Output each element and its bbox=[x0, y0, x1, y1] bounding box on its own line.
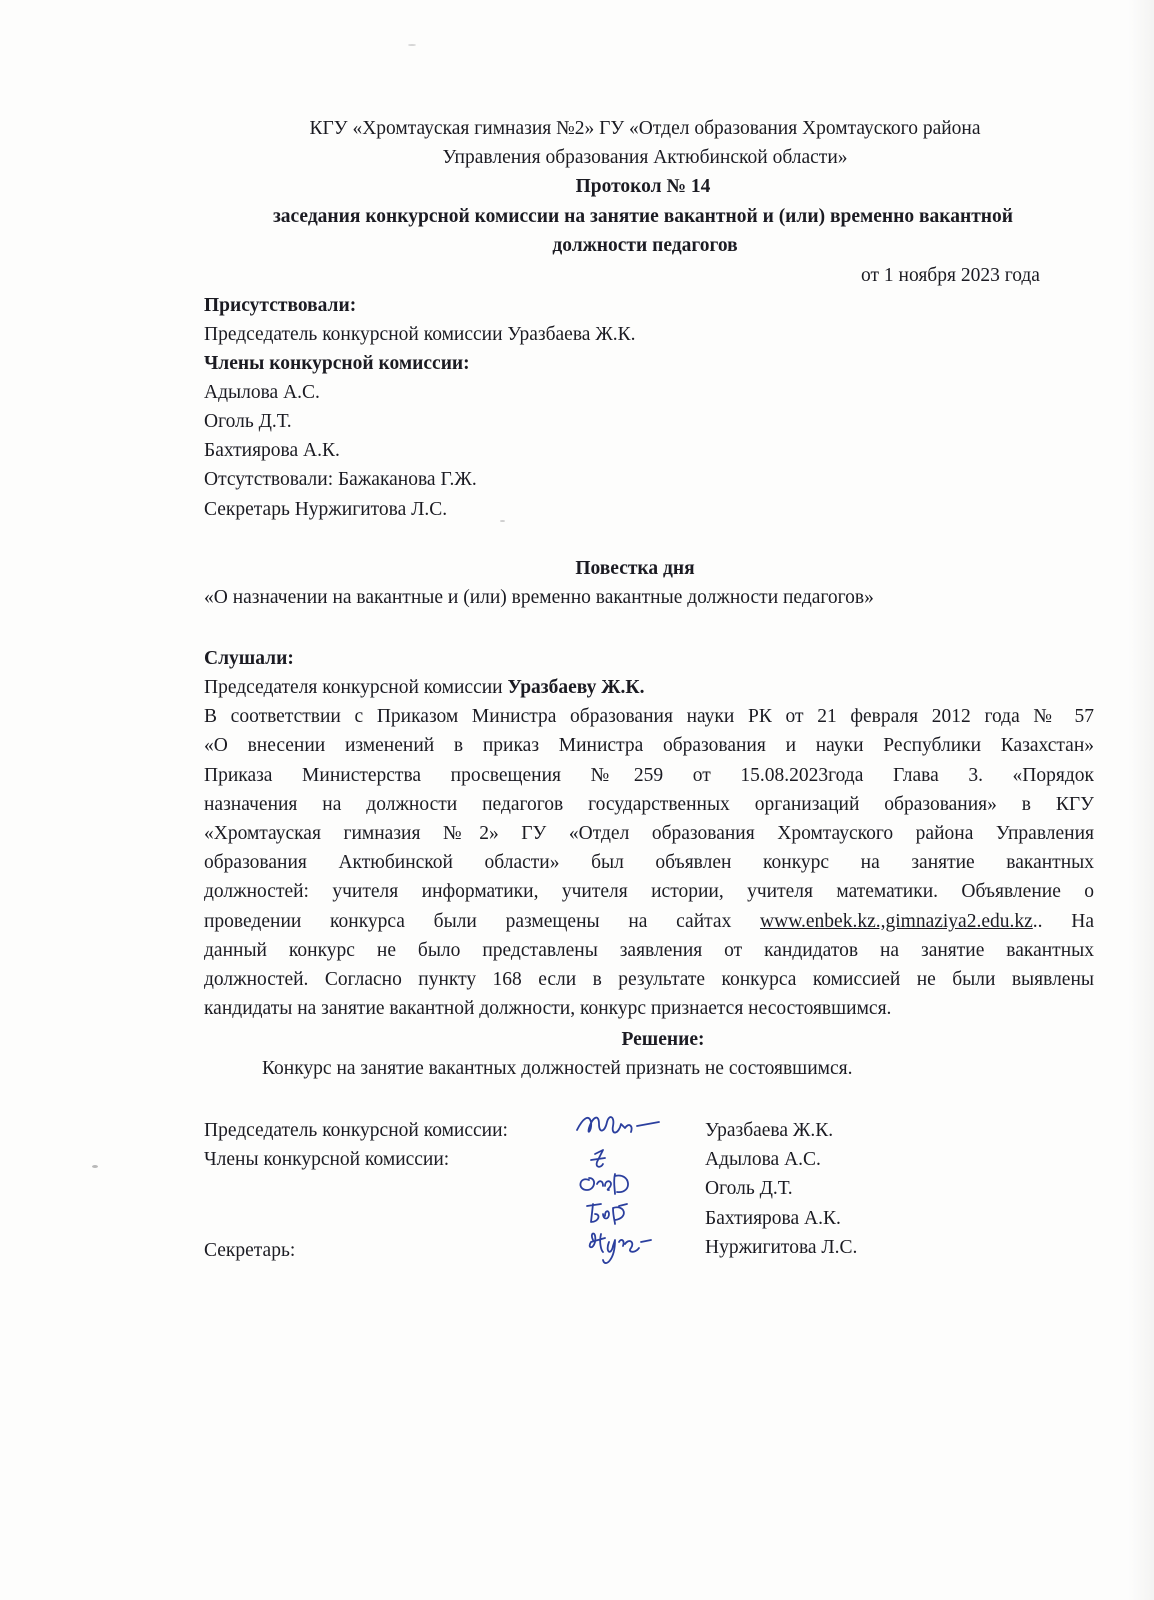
body-line-8-text: проведении конкурса были размещены на сайтах bbox=[204, 911, 761, 932]
sign-name-2: Адылова А.С. bbox=[705, 1149, 821, 1170]
org-line-2: Управления образования Актюбинской области» bbox=[442, 147, 848, 168]
body-line-10: должностей. Согласно пункту 168 если в результате конкурса комиссией не были выявлены bbox=[204, 969, 1094, 990]
body-line-4: назначения на должности педагогов государственных организаций образования» в КГУ bbox=[204, 794, 1094, 815]
protocol-title: Протокол № 14 bbox=[575, 176, 711, 197]
signature-member-2 bbox=[580, 1174, 628, 1194]
protocol-date: от 1 ноября 2023 года bbox=[861, 265, 1040, 286]
members-label: Члены конкурсной комиссии: bbox=[204, 353, 470, 374]
body-line-9: данный конкурс не было представлены заявления от кандидатов на занятие вакантных bbox=[204, 940, 1094, 961]
body-line-11: кандидаты на занятие вакантной должности, конкурс признается несостоявшимся. bbox=[204, 998, 892, 1019]
decision-text: Конкурс на занятие вакантных должностей признать не состоявшимся. bbox=[262, 1058, 853, 1079]
scan-speck bbox=[408, 44, 416, 46]
agenda-text: «О назначении на вакантные и (или) временно вакантные должности педагогов» bbox=[204, 587, 874, 608]
speaker-name: Уразбаеву Ж.К. bbox=[507, 677, 645, 698]
signature-member-1 bbox=[591, 1150, 605, 1167]
body-line-8 bbox=[204, 908, 1094, 936]
body-line-8-end: .. На bbox=[1032, 911, 1094, 932]
org-line-1: КГУ «Хромтауская гимназия №2» ГУ «Отдел образования Хромтауского района bbox=[309, 118, 981, 139]
heard-label: Слушали: bbox=[204, 648, 294, 669]
signature-chair bbox=[577, 1117, 659, 1133]
speaker-prefix: Председателя конкурсной комиссии bbox=[204, 677, 508, 698]
sign-name-5: Нуржигитова Л.С. bbox=[705, 1237, 858, 1258]
sign-members-label: Члены конкурсной комиссии: bbox=[204, 1149, 450, 1170]
signature-member-3 bbox=[587, 1204, 627, 1224]
sign-name-3: Оголь Д.Т. bbox=[705, 1178, 793, 1199]
sign-secretary-label: Секретарь: bbox=[204, 1240, 296, 1261]
body-line-5: «Хромтауская гимназия №2» ГУ «Отдел образования Хромтауского района Управления bbox=[204, 823, 1094, 844]
protocol-subject-line-1: заседания конкурсной комиссии на занятие вакантной и (или) временно вакантной bbox=[272, 206, 1014, 227]
body-line-1: В соответствии с Приказом Министра образования науки РК от 21 февраля 2012 года № 57 bbox=[204, 706, 1094, 727]
body-line-6: образования Актюбинской области» был объявлен конкурс на занятие вакантных bbox=[204, 852, 1094, 873]
protocol-subject-line-2: должности педагогов bbox=[552, 235, 738, 256]
sign-name-1: Уразбаева Ж.К. bbox=[705, 1120, 834, 1141]
scan-speck bbox=[92, 1165, 98, 1168]
secretary-line: Секретарь Нуржигитова Л.С. bbox=[204, 499, 448, 520]
decision-title: Решение: bbox=[621, 1029, 705, 1050]
sign-chair-label: Председатель конкурсной комиссии: bbox=[204, 1120, 508, 1141]
sign-name-4: Бахтиярова А.К. bbox=[705, 1208, 841, 1229]
agenda-title: Повестка дня bbox=[575, 558, 695, 579]
body-line-7: должностей: учителя информатики, учителя истории, учителя математики. Объявление о bbox=[204, 881, 1094, 902]
scan-speck bbox=[500, 520, 505, 522]
announcement-link[interactable]: www.enbek.kz.,gimnaziya2.edu.kz bbox=[760, 911, 1033, 932]
member-2: Оголь Д.Т. bbox=[204, 411, 292, 432]
member-3: Бахтиярова А.К. bbox=[204, 440, 340, 461]
absent-line: Отсутствовали: Бажаканова Г.Ж. bbox=[204, 469, 477, 490]
member-1: Адылова А.С. bbox=[204, 382, 320, 403]
handwritten-signatures bbox=[575, 1110, 695, 1280]
signature-secretary bbox=[590, 1234, 651, 1264]
present-label: Присутствовали: bbox=[204, 295, 357, 316]
speaker-line bbox=[204, 674, 644, 702]
body-line-2: «О внесении изменений в приказ Министра образования и науки Республики Казахстан» bbox=[204, 735, 1094, 756]
body-line-3: Приказа Министерства просвещения №259 от 15.08.2023года Глава 3. «Порядок bbox=[204, 765, 1094, 786]
chair-line: Председатель конкурсной комиссии Уразбаева Ж.К. bbox=[204, 324, 636, 345]
